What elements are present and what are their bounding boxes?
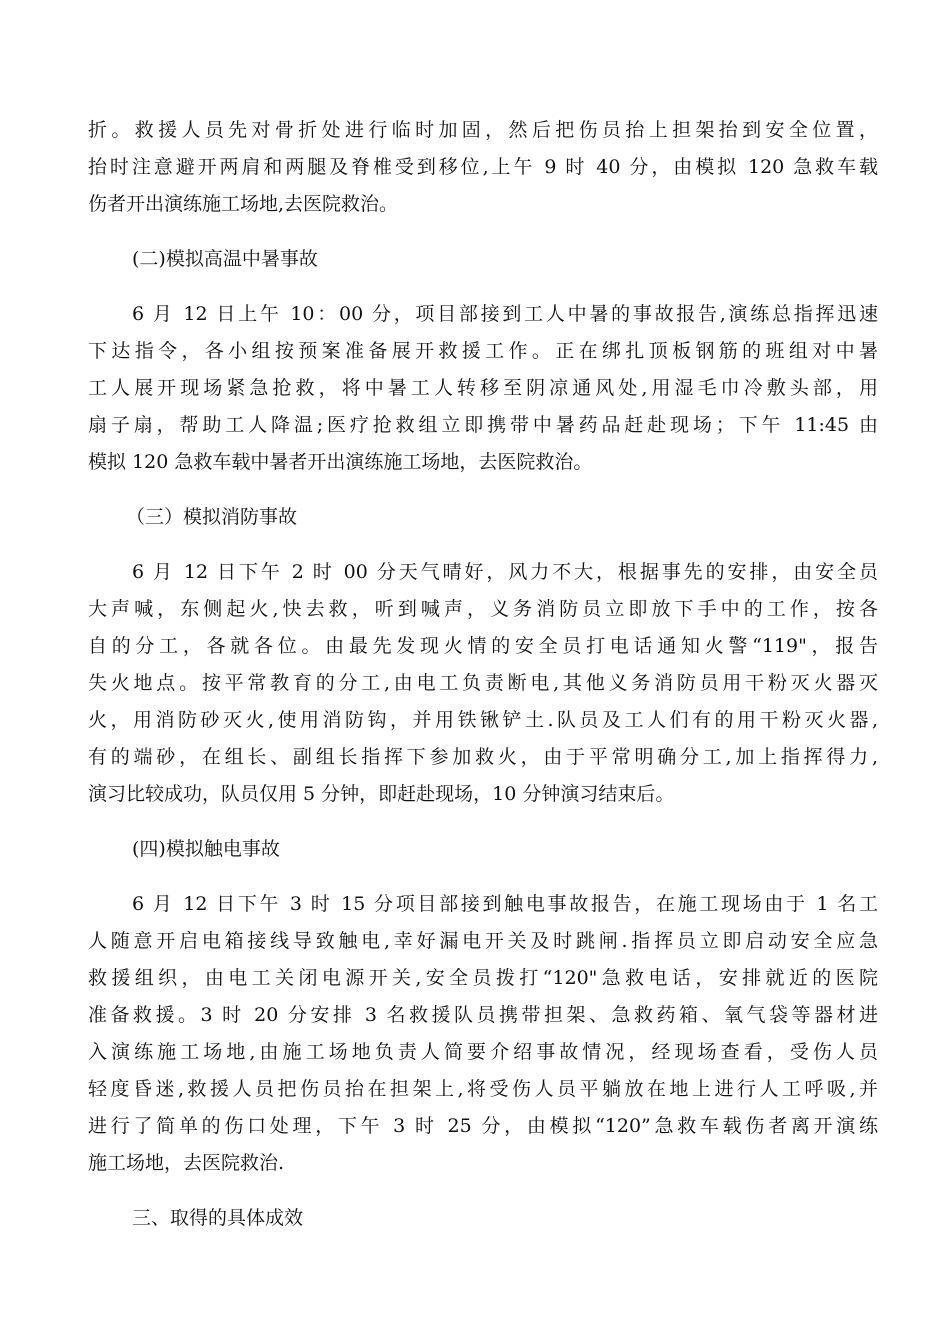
text-line: 下达指令，各小组按预案准备展开救援工作。正在绑扎顶板钢筋的班组对中暑: [88, 340, 878, 362]
text-line: 模拟 120 急救车载中暑者开出演练施工场地，去医院救治。: [88, 451, 593, 473]
heading-text: (四)模拟触电事故: [132, 838, 280, 860]
paragraph-fracture-rescue: [88, 112, 878, 223]
paragraph-fire: [88, 554, 878, 813]
section-heading-electric: [88, 831, 878, 868]
heading-text: (二)模拟高温中暑事故: [132, 248, 318, 270]
text-line: 进行了简单的伤口处理，下午 3 时 25 分，由模拟“120”急救车载伤者离开演练: [88, 1115, 878, 1137]
paragraph-electric: [88, 886, 878, 1182]
text-line: 伤者开出演练施工场地,去医院救治。: [88, 193, 399, 215]
text-line: 工人展开现场紧急抢救，将中暑工人转移至阴凉通风处,用湿毛巾冷敷头部，用: [88, 377, 878, 399]
text-line: 火，用消防砂灭火,使用消防钩，并用铁锹铲土.队员及工人们有的用干粉灭火器,: [88, 709, 878, 731]
paragraph-heatstroke: [88, 296, 878, 481]
text-line: 轻度昏迷,救援人员把伤员抬在担架上,将受伤人员平躺放在地上进行人工呼吸,并: [88, 1078, 878, 1100]
document-page: [88, 112, 878, 1237]
text-line: 6 月 12 日上午 10：00 分，项目部接到工人中暑的事故报告,演练总指挥迅速: [132, 303, 878, 325]
text-line: 演习比较成功，队员仅用 5 分钟，即赶赴现场，10 分钟演习结束后。: [88, 783, 675, 805]
text-line: 救援组织，由电工关闭电源开关,安全员拨打“120"急救电话，安排就近的医院: [88, 967, 878, 989]
text-line: 施工场地，去医院救治.: [88, 1152, 285, 1174]
heading-text: （三）模拟消防事故: [126, 506, 298, 528]
text-line: 6 月 12 日下午 2 时 00 分天气晴好，风力不大，根据事先的安排，由安全员: [132, 561, 878, 583]
text-line: 入演练施工场地,由施工场地负责人简要介绍事故情况，经现场查看，受伤人员: [88, 1041, 878, 1063]
section-heading-fire: [88, 499, 878, 536]
section-heading-results: [88, 1200, 878, 1237]
text-line: 有的端砂，在组长、副组长指挥下参加救火，由于平常明确分工,加上指挥得力,: [88, 746, 878, 768]
section-heading-heatstroke: [88, 241, 878, 278]
text-line: 自的分工，各就各位。由最先发现火情的安全员打电话通知火警“119"，报告: [88, 635, 878, 657]
text-line: 失火地点。按平常教育的分工,由电工负责断电,其他义务消防员用干粉灭火器灭: [88, 672, 878, 694]
text-line: 6 月 12 日下午 3 时 15 分项目部接到触电事故报告，在施工现场由于 1 名工: [132, 893, 878, 915]
text-line: 人随意开启电箱接线导致触电,幸好漏电开关及时跳闸.指挥员立即启动安全应急: [88, 930, 878, 952]
text-line: 扇子扇，帮助工人降温;医疗抢救组立即携带中暑药品赶赴现场；下午 11:45 由: [88, 414, 878, 436]
text-line: 折。救援人员先对骨折处进行临时加固，然后把伤员抬上担架抬到安全位置，: [88, 119, 878, 141]
text-line: 准备救援。3 时 20 分安排 3 名救援队员携带担架、急救药箱、氧气袋等器材进: [88, 1004, 878, 1026]
text-line: 大声喊，东侧起火,快去救，听到喊声，义务消防员立即放下手中的工作，按各: [88, 598, 878, 620]
text-line: 抬时注意避开两肩和两腿及脊椎受到移位,上午 9 时 40 分，由模拟 120 急救车载: [88, 156, 878, 178]
heading-text: 三、取得的具体成效: [132, 1207, 304, 1229]
